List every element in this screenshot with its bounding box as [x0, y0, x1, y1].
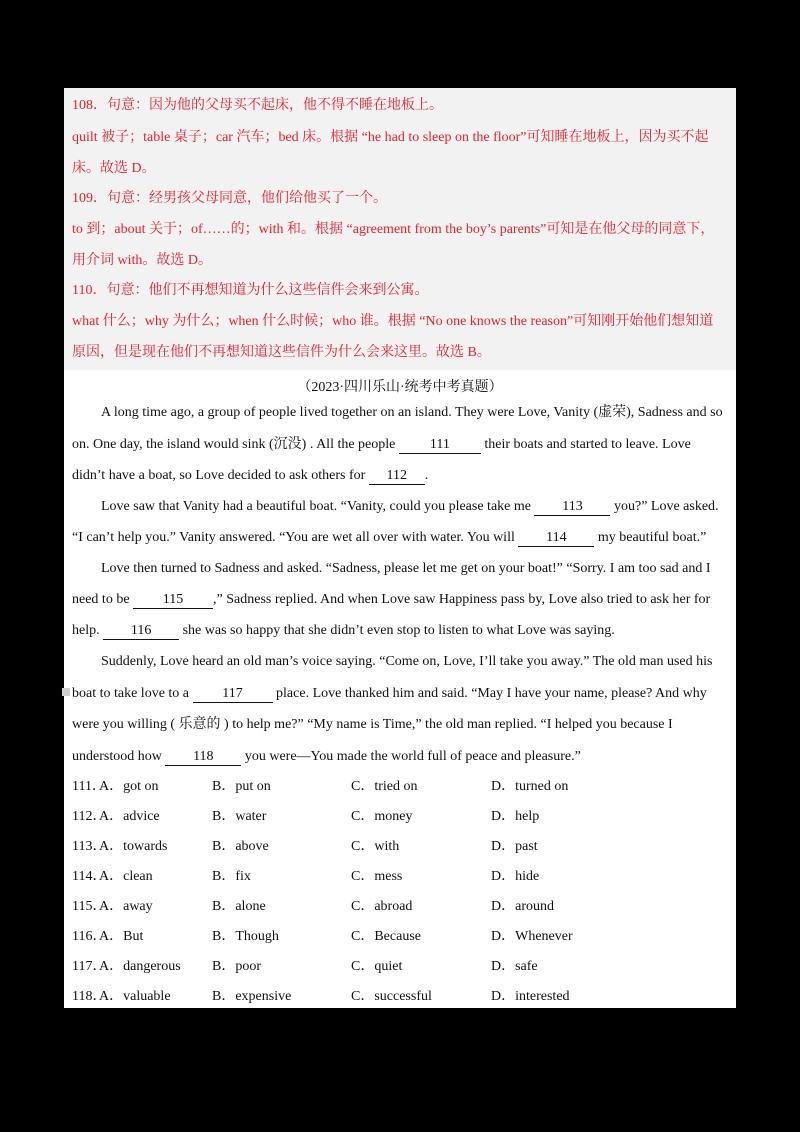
option-b[interactable]: B．above [212, 839, 269, 854]
question-source: （2023·四川乐山·统考中考真题） [297, 380, 503, 395]
text: place. Love thanked him and said. “May I have your name, please? And why [272, 686, 707, 701]
answer-108-line-2: quilt 被子；table 桌子；car 汽车；bed 床。根据 “he had to sleep on the floor”可知睡在地板上，因为买不起 [72, 130, 709, 145]
text: understood how [72, 749, 166, 764]
passage-line: Love then turned to Sadness and asked. “Sadness, please let me get on your boat!” “Sorry. I am too sad and I [101, 561, 711, 576]
option-c[interactable]: C．mess [351, 869, 403, 884]
option-a[interactable]: A．But [99, 929, 144, 944]
text: “I can’t help you.” Vanity answered. “You are wet all over with water. You will [72, 530, 519, 545]
blank-114[interactable]: 114 [518, 530, 594, 547]
option-b[interactable]: B．Though [212, 929, 279, 944]
document-page [64, 88, 736, 1008]
option-a[interactable]: A．towards [99, 839, 168, 854]
option-b[interactable]: B．put on [212, 779, 271, 794]
option-c[interactable]: C．quiet [351, 959, 403, 974]
option-b[interactable]: B．poor [212, 959, 261, 974]
blank-117[interactable]: 117 [193, 686, 273, 703]
answer-110-line-3: 原因，但是现在他们不再想知道这些信件为什么会来这里。故选 B。 [72, 345, 491, 360]
blank-116[interactable]: 116 [103, 623, 179, 640]
passage-line [72, 684, 728, 704]
option-c[interactable]: C．successful [351, 989, 432, 1004]
text: you were—You made the world full of peace and pleasure.” [241, 749, 581, 764]
answer-108-line-1: 108．句意：因为他的父母买不起床，他不得不睡在地板上。 [72, 98, 443, 113]
text: she was so happy that she didn’t even stop to listen to what Love was saying. [179, 623, 615, 638]
option-d[interactable]: D．help [491, 809, 540, 824]
passage-line: A long time ago, a group of people lived together on an island. They were Love, Vanity (虚荣), Sadness and so [101, 405, 723, 420]
answer-110-line-1: 110．句意：他们不再想知道为什么这些信件会来到公寓。 [72, 283, 429, 298]
margin-marker [62, 688, 70, 696]
option-b[interactable]: B．fix [212, 869, 251, 884]
passage-line [72, 466, 728, 486]
blank-118[interactable]: 118 [165, 749, 241, 766]
passage-line [72, 528, 728, 548]
text: need to be [72, 592, 134, 607]
answer-109-line-3: 用介词 with。故选 D。 [72, 253, 212, 268]
text: on. One day, the island would sink (沉没) . All the people [72, 437, 399, 452]
option-b[interactable]: B．alone [212, 899, 266, 914]
blank-115[interactable]: 115 [133, 592, 213, 609]
text: their boats and started to leave. Love [480, 437, 691, 452]
option-a[interactable]: A．dangerous [99, 959, 181, 974]
option-d[interactable]: D．around [491, 899, 554, 914]
text: you?” Love asked. [610, 499, 719, 514]
question-number: 118． [72, 989, 107, 1004]
option-a[interactable]: A．valuable [99, 989, 171, 1004]
answer-108-line-3: 床。故选 D。 [72, 161, 156, 176]
question-number: 117． [72, 959, 107, 974]
answer-explanation-box [64, 88, 736, 370]
option-d[interactable]: D．Whenever [491, 929, 573, 944]
blank-113[interactable]: 113 [534, 499, 610, 516]
option-a[interactable]: A．clean [99, 869, 153, 884]
option-c[interactable]: C．with [351, 839, 400, 854]
option-d[interactable]: D．interested [491, 989, 570, 1004]
text: . [424, 468, 429, 483]
option-a[interactable]: A．advice [99, 809, 160, 824]
option-c[interactable]: C．tried on [351, 779, 418, 794]
question-number: 113． [72, 839, 107, 854]
text: boat to take love to a [72, 686, 193, 701]
question-number: 116． [72, 929, 107, 944]
option-d[interactable]: D．hide [491, 869, 540, 884]
question-number: 111． [72, 779, 106, 794]
question-number: 115． [72, 899, 107, 914]
passage-line [101, 497, 757, 517]
option-c[interactable]: C．abroad [351, 899, 413, 914]
option-c[interactable]: C．Because [351, 929, 421, 944]
passage-line [72, 435, 728, 455]
passage-line [72, 747, 728, 767]
passage-line [72, 590, 728, 610]
text: Love saw that Vanity had a beautiful boat. “Vanity, could you please take me [101, 499, 535, 514]
answer-110-line-2: what 什么；why 为什么；when 什么时候；who 谁。根据 “No one knows the reason”可知刚开始他们想知道 [72, 314, 714, 329]
answer-109-line-1: 109．句意：经男孩父母同意，他们给他买了一个。 [72, 191, 387, 206]
text: my beautiful boat.” [594, 530, 707, 545]
text: ,” Sadness replied. And when Love saw Happiness pass by, Love also tried to ask her for [213, 592, 711, 607]
option-b[interactable]: B．water [212, 809, 267, 824]
passage-line [72, 621, 728, 641]
question-number: 114． [72, 869, 107, 884]
passage-line: were you willing ( 乐意的 ) to help me?” “My name is Time,” the old man replied. “I helped you because I [72, 717, 673, 732]
option-d[interactable]: D．past [491, 839, 538, 854]
answer-109-line-2: to 到；about 关于；of……的；with 和。根据 “agreement from the boy’s parents”可知是在他父母的同意下， [72, 222, 715, 237]
option-d[interactable]: D．turned on [491, 779, 569, 794]
option-a[interactable]: A．away [99, 899, 153, 914]
passage-line: Suddenly, Love heard an old man’s voice saying. “Come on, Love, I’ll take you away.” The old man used his [101, 654, 713, 669]
text: didn’t have a boat, so Love decided to ask others for [72, 468, 369, 483]
blank-111[interactable]: 111 [399, 437, 481, 454]
option-c[interactable]: C．money [351, 809, 413, 824]
question-number: 112． [72, 809, 107, 824]
option-a[interactable]: A．got on [99, 779, 159, 794]
option-d[interactable]: D．safe [491, 959, 538, 974]
text: help. [72, 623, 104, 638]
option-b[interactable]: B．expensive [212, 989, 292, 1004]
blank-112[interactable]: 112 [369, 468, 425, 485]
